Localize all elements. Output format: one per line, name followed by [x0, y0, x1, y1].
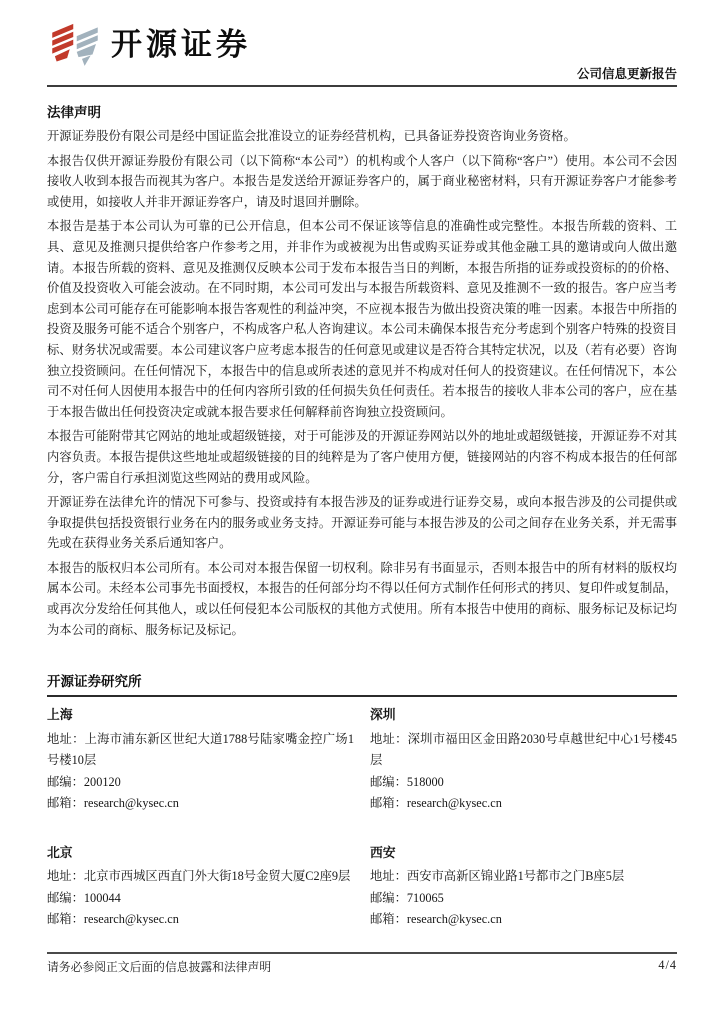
- brand-logo: [47, 20, 677, 68]
- office-city: 北京: [47, 845, 73, 860]
- office-email: 邮箱：research@kysec.cn: [47, 796, 179, 811]
- page-number: 4/4: [658, 958, 677, 972]
- legal-section: [47, 101, 677, 640]
- office-beijing: [47, 843, 354, 931]
- zip-label: 邮编：: [47, 890, 84, 905]
- office-zip: 邮编：100044: [47, 890, 121, 905]
- email-label: 邮箱：: [47, 796, 84, 811]
- zip-label: 邮编：: [47, 774, 84, 789]
- legal-paragraph: 开源证券在法律允许的情况下可参与、投资或持有本报告涉及的证券或进行证券交易，或向本报告涉及的公司提供或争取提供包括投资银行业务在内的服务或业务支持。开源证券可能与本报告涉及的公司之间存在业务关系，并无需事先或在获得业务关系后通知客户。: [47, 495, 677, 551]
- office-grid: [47, 705, 677, 931]
- address-label: 地址：: [47, 731, 85, 746]
- brand-logo-icon: [47, 21, 103, 67]
- zip-label: 邮编：: [370, 774, 407, 789]
- legal-paragraph: 本报告可能附带其它网站的地址或超级链接，对于可能涉及的开源证券网站以外的地址或超级链接，开源证券不对其内容负责。本报告提供这些地址或超级链接的目的纯粹是为了客户使用方便，链接网站的内容不构成本报告的任何部分，客户需自行承担浏览这些网站的费用或风险。: [47, 429, 677, 485]
- email-label: 邮箱：: [47, 912, 84, 927]
- office-zip: 邮编：518000: [370, 774, 444, 789]
- email-label: 邮箱：: [370, 796, 407, 811]
- legal-paragraph: 本报告是基于本公司认为可靠的已公开信息，但本公司不保证该等信息的准确性或完整性。本报告所载的资料、工具、意见及推测只提供给客户作参考之用，并非作为或被视为出售或购买证券或其他金融工具的邀请或向人做出邀请。本报告所载的资料、意见及推测仅反映本公司于发布本报告当日的判断，本报告所指的证券或投资标的的价格、价值及投资收入可能会波动。在不同时期，本公司可发出与本报告所载资料、意见及推测不一致的报告。客户应当考虑到本公司可能存在可能影响本报告客观性的利益冲突，不应视本报告为做出投资决策的唯一因素。本报告中所指的投资及服务可能不适合个别客户，不构成客户私人咨询建议。本公司未确保本报告充分考虑到个别客户特殊的投资目标、财务状况或需要。本公司建议客户应考虑本报告的任何意见或建议是否符合其特定状况，以及（若有必要）咨询独立投资顾问。在任何情况下，本报告中的信息或所表述的意见并不构成对任何人的投资建议。在任何情况下，本公司不对任何人因使用本报告中的任何内容所引致的任何损失负任何责任。若本报告的接收人非本公司的客户，应在基于本报告做出任何投资决定或就本报告要求任何解释前咨询独立投资顾问。: [47, 219, 677, 419]
- legal-paragraph: 开源证券股份有限公司是经中国证监会批准设立的证券经营机构，已具备证券投资咨询业务资格。: [47, 129, 576, 143]
- office-city: 西安: [370, 845, 396, 860]
- header-rule: [47, 85, 677, 87]
- zip-label: 邮编：: [370, 890, 407, 905]
- legal-title: 法律声明: [47, 105, 101, 120]
- office-shenzhen: [370, 705, 677, 815]
- office-email: 邮箱：research@kysec.cn: [47, 912, 179, 927]
- report-type-label: 公司信息更新报告: [576, 67, 677, 81]
- address-label: 地址：: [370, 869, 407, 884]
- office-email: 邮箱：research@kysec.cn: [370, 912, 502, 927]
- office-zip: 邮编：710065: [370, 890, 444, 905]
- legal-paragraph: 本报告的版权归本公司所有。本公司对本报告保留一切权利。除非另有书面显示，否则本报告中的所有材料的版权均属本公司。未经本公司事先书面授权，本报告的任何部分均不得以任何方式制作任何形式的拷贝、复印件或复制品，或再次分发给任何其他人，或以任何侵犯本公司版权的其他方式使用。所有本报告中使用的商标、服务标记及标记均为本公司的商标、服务标记及标记。: [47, 560, 677, 637]
- office-address: 地址：西安市高新区锦业路1号都市之门B座5层: [370, 869, 625, 884]
- research-institute-section: [47, 670, 677, 931]
- office-city: 上海: [47, 708, 73, 723]
- address-label: 地址：: [47, 869, 84, 884]
- office-address: 地址：北京市西城区西直门外大街18号金贸大厦C2座9层: [47, 869, 351, 884]
- footer-disclaimer: 请务必参阅正文后面的信息披露和法律声明: [47, 960, 272, 974]
- office-email: 邮箱：research@kysec.cn: [370, 796, 502, 811]
- office-city: 深圳: [370, 708, 396, 723]
- page-footer: [47, 952, 677, 975]
- office-address: 地址：上海市浦东新区世纪大道1788号陆家嘴金控广场1号楼10层: [47, 731, 354, 768]
- address-label: 地址：: [370, 731, 408, 746]
- office-address: 地址：深圳市福田区金田路2030号卓越世纪中心1号楼45层: [370, 731, 677, 768]
- email-label: 邮箱：: [370, 912, 407, 927]
- page-header: [47, 0, 677, 87]
- office-shanghai: [47, 705, 354, 815]
- brand-name: 开源证券: [111, 26, 251, 62]
- legal-paragraph: 本报告仅供开源证券股份有限公司（以下简称“本公司”）的机构或个人客户（以下简称“客户”）使用。本公司不会因接收人收到本报告而视其为客户。本报告是发送给开源证券客户的，属于商业秘密材料，只有开源证券客户才能参考或使用，如接收人并非开源证券客户，请及时退回并删除。: [47, 153, 677, 209]
- research-institute-title: 开源证券研究所: [47, 670, 677, 697]
- office-xian: [370, 843, 677, 931]
- office-zip: 邮编：200120: [47, 774, 121, 789]
